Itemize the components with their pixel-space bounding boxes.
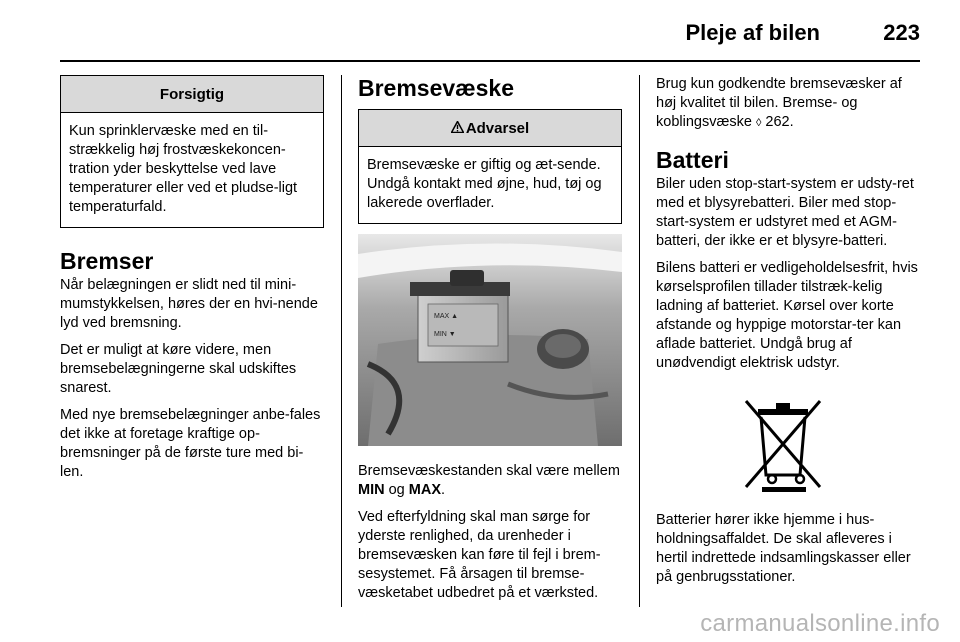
page-reference-icon: ◊ (755, 117, 762, 129)
page-header-title: Pleje af bilen (685, 20, 820, 45)
max-label: MAX (408, 482, 442, 498)
crossed-out-bin-icon (728, 387, 838, 497)
fluid-level-conjunction: og (384, 482, 409, 498)
fluid-level-paragraph (358, 462, 622, 500)
brakes-paragraph-3: Med nye bremsebelægninger anbe-fales det ikke at foretage kraftige op-bremsninger på de første ture med bi-len. (60, 407, 321, 480)
brakes-heading: Bremser (60, 248, 154, 274)
caution-text: Kun sprinklervæske med en til-strækkelig høj frostvæskekoncen-tration yder beskyttelse ved lave temperaturer eller ved et pludse-ligt temperaturfald. (69, 123, 298, 215)
battery-paragraph-2: Bilens batteri er vedligeholdelsesfrit, hvis kørselsprofilen tillader tilstræk-kelig ladning af batteriet. Kørsel over korte afstande og hyppige motorstar-ter kan aflade batteriet. Undgå brug af unødvendigt elektrisk udstyr. (656, 260, 918, 371)
fluid-level-end: . (441, 482, 446, 498)
column-divider-2 (639, 75, 640, 607)
battery-paragraph-1: Biler uden stop-start-system er udsty-ret med et blysyrebatteri. Biler med stop-start-system er udstyret med et AGM-batteri, der ikke er et blysyre-batteri. (656, 176, 914, 249)
reservoir-min-label: MIN ▼ (434, 331, 456, 338)
brakes-paragraph-2: Det er muligt at køre videre, men bremsebelægningerne skal udskiftes snarest. (60, 342, 297, 396)
caution-box (60, 75, 324, 228)
warning-box (358, 109, 622, 224)
column-3 (656, 75, 920, 595)
watermark: carmanualsonline.info (700, 610, 940, 637)
approved-fluid-paragraph (656, 75, 920, 133)
column-2 (358, 75, 622, 611)
battery-heading: Batteri (656, 147, 729, 173)
brake-fluid-reservoir-photo (358, 234, 622, 446)
warning-heading: Advarsel (465, 120, 530, 137)
header-divider (60, 60, 920, 62)
warning-text: Bremsevæske er giftig og æt-sende. Undgå kontakt med øjne, hud, tøj og lakerede overflader. (367, 157, 602, 211)
min-label: MIN (358, 482, 385, 498)
column-divider-1 (341, 75, 342, 607)
fluid-level-text: Bremsevæskestanden skal være mellem (358, 463, 620, 479)
reservoir-max-label: MAX ▲ (434, 313, 459, 320)
battery-paragraph-3: Batterier hører ikke hjemme i hus-holdningsaffaldet. De skal afleveres i hertil indrettede indsamlingskasser eller på genbrugsstationer. (656, 512, 911, 585)
refill-paragraph: Ved efterfyldning skal man sørge for yderste renlighed, da urenheder i bremsevæsken kan føre til fejl i brem-sesystemet. Få årsagen til bremse-væsketabet udbedret på et værksted. (358, 509, 601, 601)
warning-triangle-icon (451, 120, 464, 137)
page-reference: 262. (761, 114, 794, 130)
page-number: 223 (883, 20, 920, 45)
approved-fluid-text: Brug kun godkendte bremsevæsker af høj kvalitet til bilen. Bremse- og koblingsvæske (656, 76, 902, 130)
brakes-paragraph-1: Når belægningen er slidt ned til mini-mumstykkelsen, høres der en hvi-nende lyd ved bremsning. (60, 277, 318, 331)
column-1 (60, 75, 324, 490)
caution-heading: Forsigtig (61, 76, 323, 113)
warning-heading-row (359, 110, 621, 147)
brake-fluid-heading: Bremsevæske (358, 75, 515, 101)
